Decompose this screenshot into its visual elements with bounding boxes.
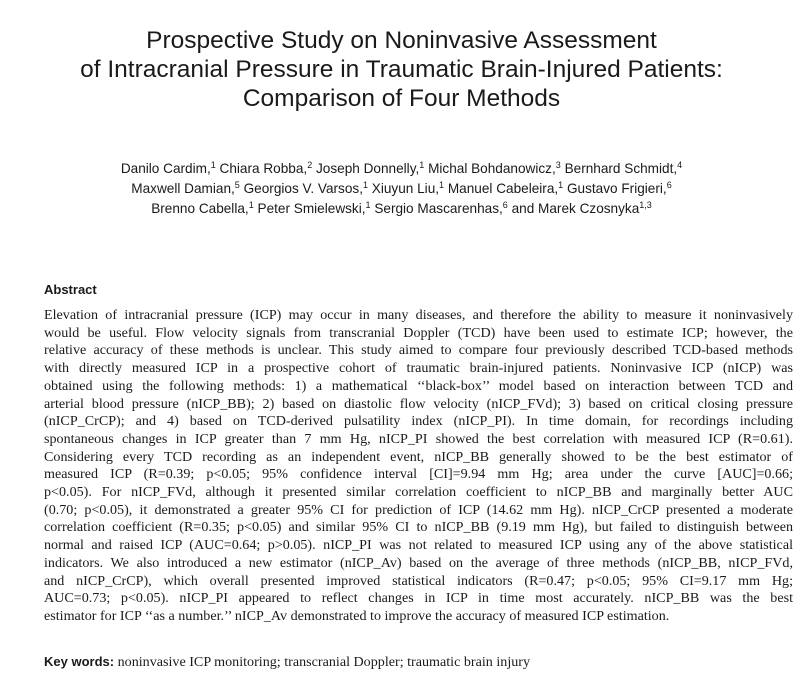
author-affiliation: 1 <box>248 200 254 210</box>
author-name: Xiuyun Liu, <box>371 181 440 196</box>
author-affiliation: 2 <box>307 160 313 170</box>
abstract-line: Considering every TCD recording as an independent event, nICP_BB generally showed to be the best estimator of <box>44 448 793 465</box>
author-affiliation: 1 <box>210 160 216 170</box>
author-affiliation: 6 <box>666 180 672 190</box>
author-name: Georgios V. Varsos, <box>243 181 363 196</box>
author-name: Maxwell Damian, <box>131 181 235 196</box>
author-name: Sergio Mascarenhas, <box>374 201 503 216</box>
title-line: of Intracranial Pressure in Traumatic Brain-Injured Patients: <box>80 56 723 83</box>
author-line <box>20 159 783 179</box>
author-affiliation: 3 <box>555 160 561 170</box>
abstract-line: spontaneous changes in ICP greater than 7 mm Hg, nICP_PI showed the best correlation with measured ICP (R=0.61). <box>44 430 793 447</box>
abstract-line: p<0.05). For nICP_FVd, although it presented similar correlation coefficient to nICP_BB and marginally better AUC <box>44 484 793 501</box>
abstract-line: measured ICP (R=0.39; p<0.05; 95% confidence interval [CI]=9.94 mm Hg; area under the curve [AUC]=0.66; <box>44 466 793 483</box>
author-line <box>20 199 783 219</box>
author-name: Peter Smielewski, <box>257 201 366 216</box>
keywords-label: Key words: <box>44 654 115 669</box>
author-affiliation: 4 <box>677 160 683 170</box>
abstract-line: Elevation of intracranial pressure (ICP) may occur in many diseases, and therefore the ability to measure it noninvasively <box>44 307 793 323</box>
author-affiliation: 6 <box>502 200 508 210</box>
author-affiliation: 1 <box>439 180 445 190</box>
keywords-text: noninvasive ICP monitoring; transcranial Doppler; traumatic brain injury <box>117 654 531 670</box>
abstract-line: indicators. We also introduced a new estimator (nICP_Av) based on the average of three methods (nICP_BB, nICP_FVd, <box>44 554 793 571</box>
keywords <box>44 654 530 671</box>
abstract-line: relative accuracy of these methods is unclear. This study aimed to compare four previously described TCD-based methods <box>44 342 793 359</box>
abstract-heading: Abstract <box>44 282 97 297</box>
abstract-line: AUC=0.73; p<0.05). nICP_PI appeared to reflect changes in ICP in time most accurately. nICP_BB was the best <box>44 590 793 607</box>
author-list <box>20 159 783 219</box>
abstract-line: arterial blood pressure (nICP_BB); 2) based on diastolic flow velocity (nICP_FVd); 3) based on critical closing pressure <box>44 395 793 412</box>
author-affiliation: 1 <box>558 180 564 190</box>
author-name: and Marek Czosnyka <box>511 201 640 216</box>
author-affiliation: 1 <box>419 160 425 170</box>
abstract-line: with directly measured ICP in a prospective cohort of traumatic brain-injured patients. Noninvasive ICP (nICP) was <box>44 360 793 377</box>
title-line: Prospective Study on Noninvasive Assessment <box>146 27 657 54</box>
author-affiliation: 5 <box>234 180 240 190</box>
author-name: Manuel Cabeleira, <box>447 181 559 196</box>
author-name: Chiara Robba, <box>219 161 308 176</box>
author-affiliation: 1 <box>362 180 368 190</box>
abstract-line: and nICP_CrCP), which overall presented improved statistical indicators (R=0.47; p<0.05; 95% CI=9.17 mm Hg; <box>44 572 793 589</box>
abstract-line: would be useful. Flow velocity signals from transcranial Doppler (TCD) have been used to estimate ICP; however, the <box>44 324 793 341</box>
author-name: Brenno Cabella, <box>151 201 249 216</box>
title-line: Comparison of Four Methods <box>242 85 561 112</box>
author-line <box>20 179 783 199</box>
author-name: Bernhard Schmidt, <box>564 161 678 176</box>
abstract-line: (0.70; p<0.05), it demonstrated a greater 95% CI for prediction of ICP (14.62 mm Hg). nICP_CrCP presented a moderate <box>44 501 793 518</box>
abstract-line: (nICP_CrCP); and 4) based on TCD-derived pulsatility index (nICP_PI). In time domain, for recordings including <box>44 413 793 430</box>
paper-title <box>20 26 783 113</box>
abstract-line: correlation coefficient (R=0.35; p<0.05) and similar 95% CI to nICP_BB (9.19 mm Hg), but failed to distinguish between <box>44 519 793 536</box>
abstract-body <box>44 307 793 626</box>
author-name: Joseph Donnelly, <box>315 161 420 176</box>
author-name: Michal Bohdanowicz, <box>428 161 556 176</box>
abstract-line: estimator for ICP ‘‘as a number.’’ nICP_Av demonstrated to improve the accuracy of measured ICP estimation. <box>44 607 670 624</box>
abstract-line: normal and raised ICP (AUC=0.64; p>0.05). nICP_PI was not related to measured ICP using any of the above statistical <box>44 537 793 554</box>
author-name: Danilo Cardim, <box>120 161 211 176</box>
author-affiliation: 1 <box>365 200 371 210</box>
author-name: Gustavo Frigieri, <box>566 181 667 196</box>
author-affiliation: 1,3 <box>639 200 652 210</box>
abstract-line: obtained using the following methods: 1) a mathematical ‘‘black-box’’ model based on interaction between TCD and <box>44 377 793 394</box>
